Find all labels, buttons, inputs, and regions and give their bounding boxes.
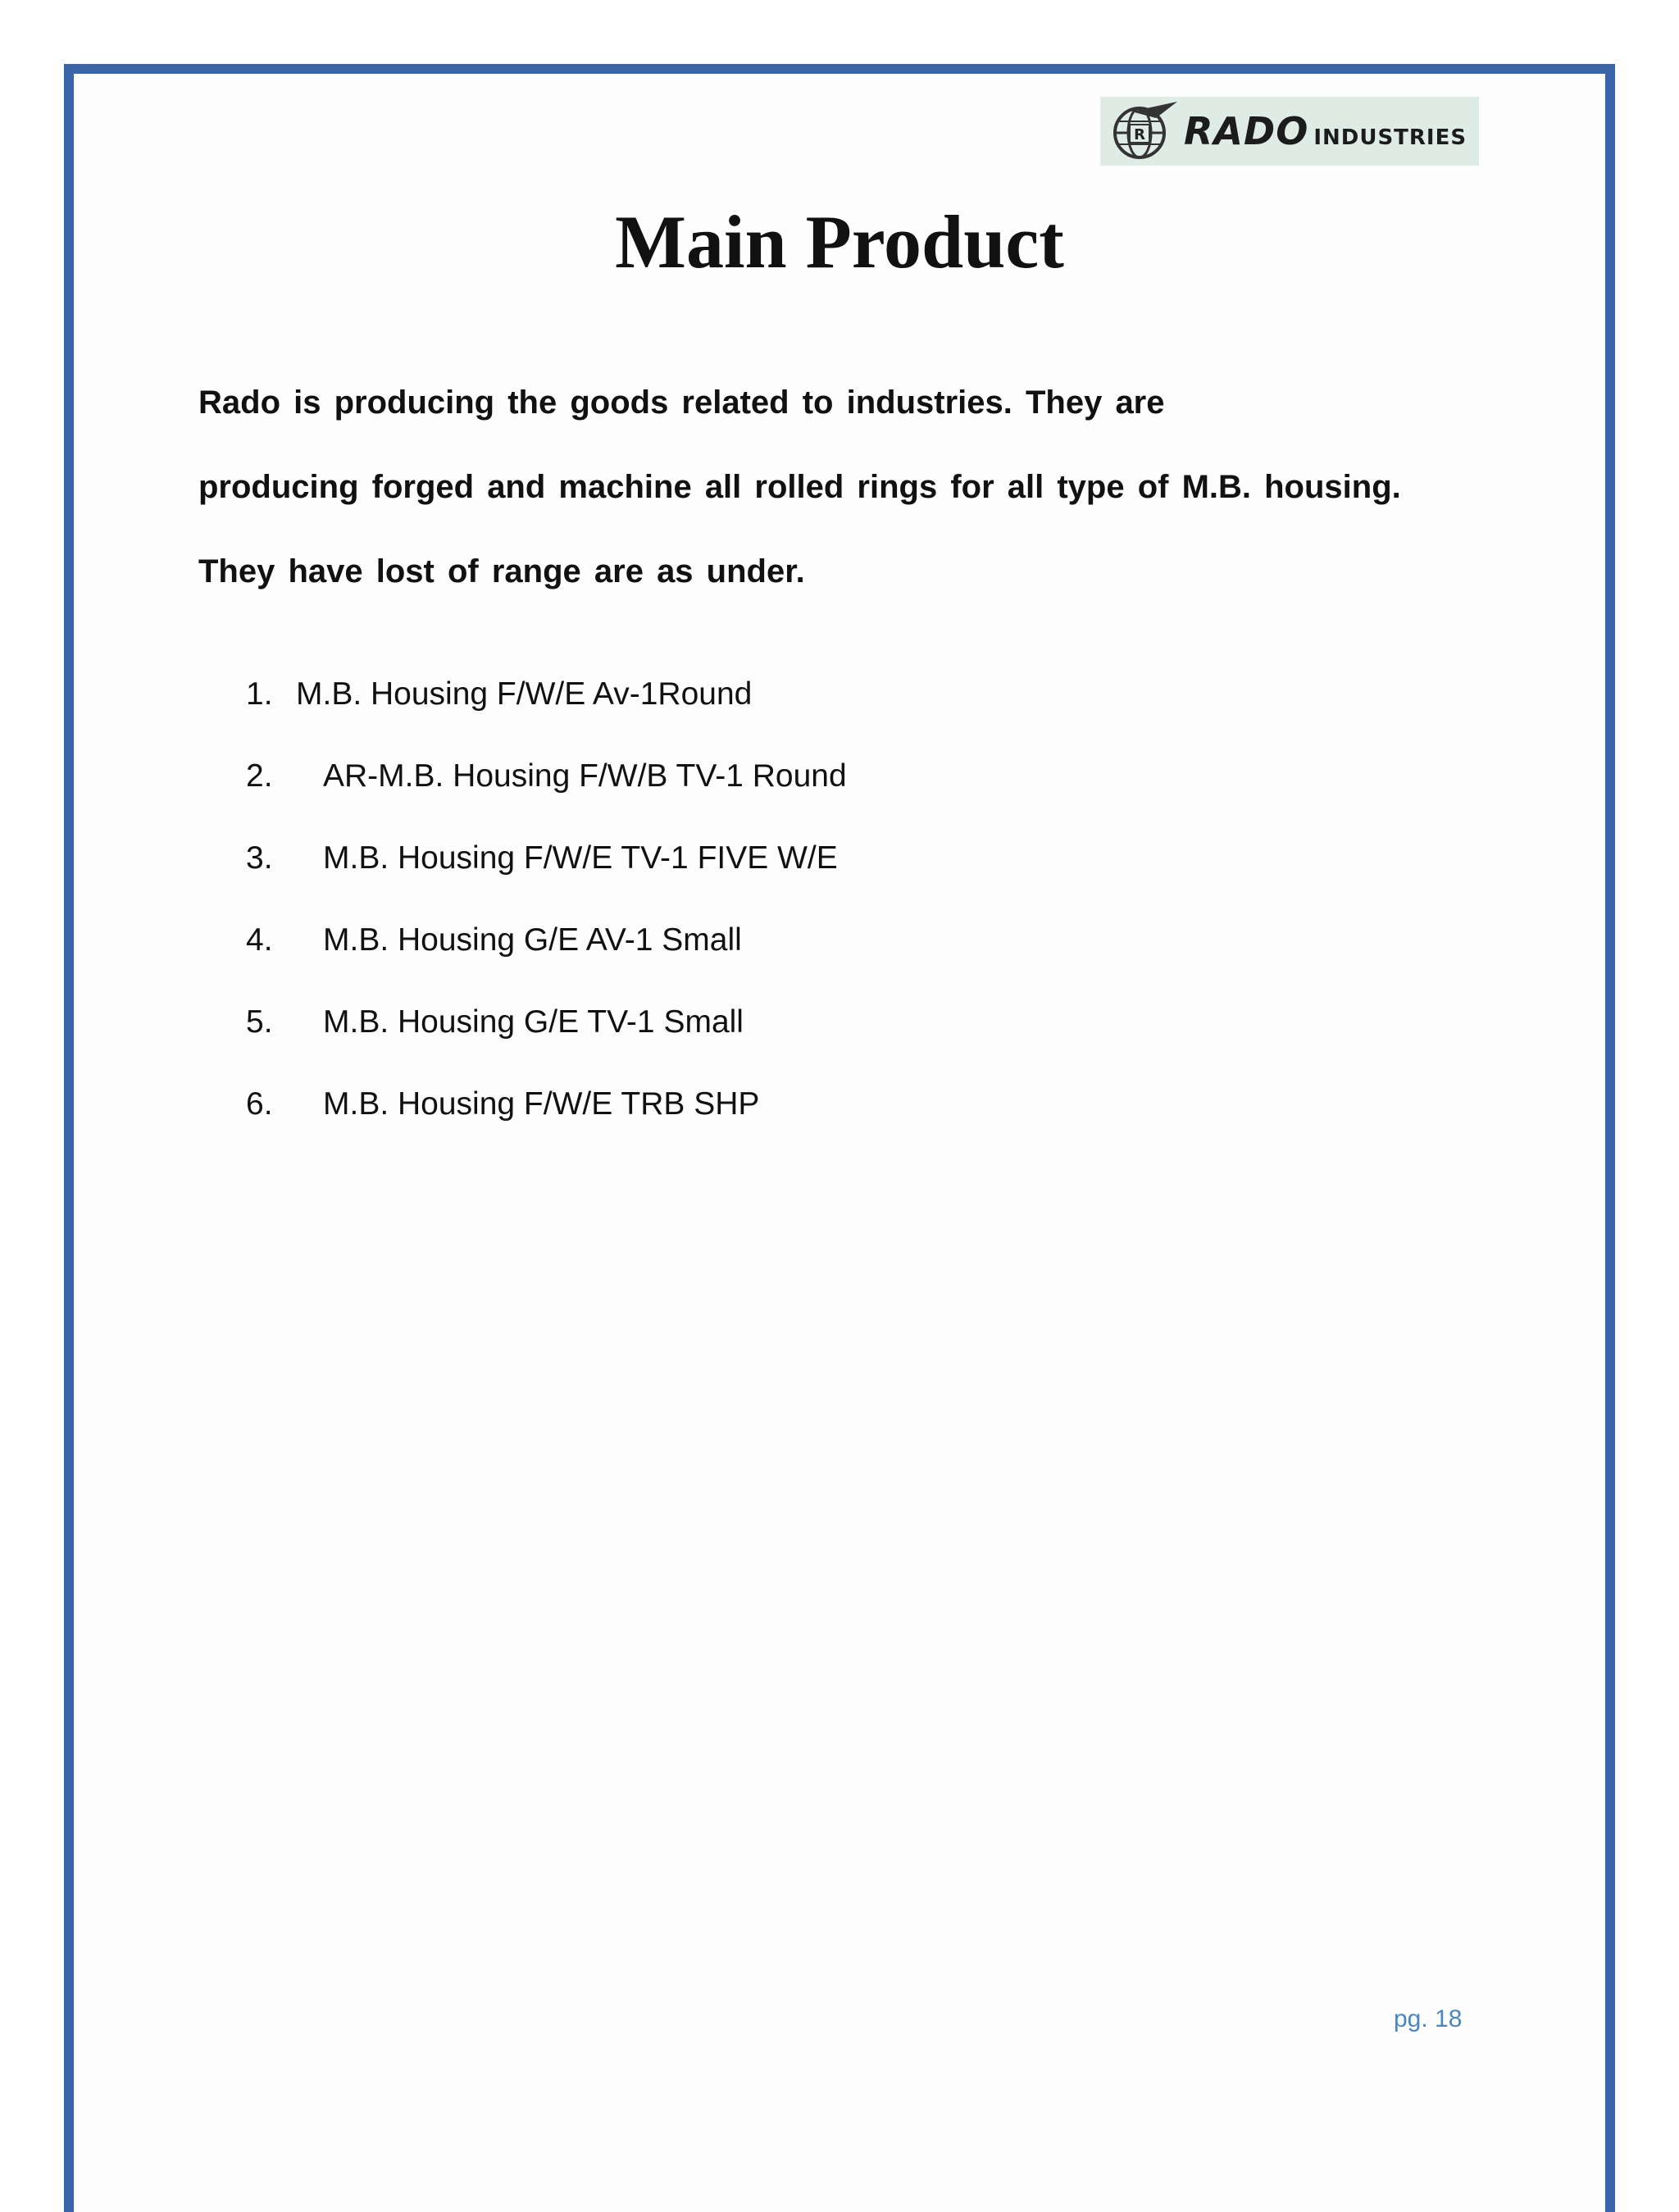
list-item-label: AR-M.B. Housing F/W/B TV-1 Round	[323, 758, 847, 794]
globe-emblem-icon	[1107, 100, 1179, 162]
list-item	[246, 920, 847, 1002]
list-item-number: 2.	[246, 758, 273, 794]
list-item-number: 5.	[246, 1004, 273, 1040]
logo-text	[1184, 109, 1467, 153]
company-logo	[1100, 97, 1479, 166]
intro-paragraph	[198, 361, 1477, 614]
list-item	[246, 838, 847, 920]
list-item	[246, 756, 847, 838]
intro-line: Rado is producing the goods related to industries. They are	[198, 385, 1165, 421]
list-item	[246, 674, 847, 756]
list-item-label: M.B. Housing F/W/E TV-1 FIVE W/E	[323, 840, 838, 876]
list-item-number: 6.	[246, 1086, 273, 1122]
list-item-label: M.B. Housing F/W/E Av-1Round	[296, 676, 753, 712]
list-item	[246, 1002, 847, 1084]
logo-emblem-letter: R	[1134, 126, 1145, 143]
list-item-label: M.B. Housing G/E AV-1 Small	[323, 922, 742, 958]
list-item-number: 1.	[246, 676, 273, 712]
list-item-label: M.B. Housing F/W/E TRB SHP	[323, 1086, 760, 1122]
list-item	[246, 1084, 847, 1166]
list-item-number: 3.	[246, 840, 273, 876]
intro-line: They have lost of range are as under.	[198, 553, 805, 589]
logo-brand: RADO	[1184, 109, 1309, 153]
page-number: pg. 18	[1394, 2005, 1463, 2032]
list-item-number: 4.	[246, 922, 273, 958]
intro-line: producing forged and machine all rolled rings for all type of M.B. housing.	[198, 469, 1401, 505]
product-list	[246, 674, 847, 1166]
list-item-label: M.B. Housing G/E TV-1 Small	[323, 1004, 744, 1040]
logo-subtitle: INDUSTRIES	[1313, 125, 1467, 150]
page-title: Main Product	[615, 200, 1064, 284]
